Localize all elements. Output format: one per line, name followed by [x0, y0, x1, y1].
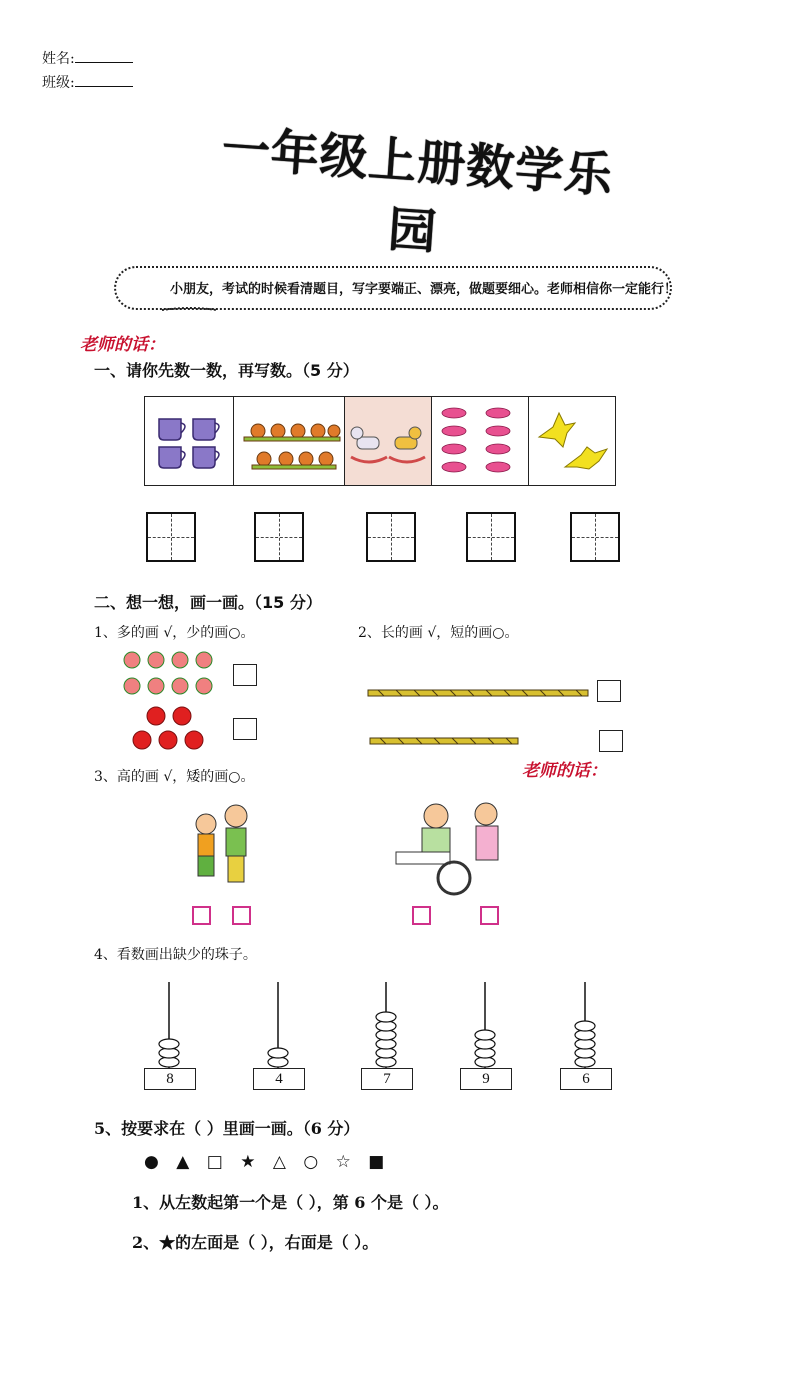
class-label: 班级: — [42, 75, 75, 91]
q5-2-text: 2、★的左面是（ ），右面是（ ）。 — [132, 1233, 379, 1252]
abacus-base-1: 8 — [144, 1068, 196, 1090]
abacus-bead — [159, 1039, 179, 1049]
two-boys-image — [186, 800, 260, 888]
cups-cell — [145, 397, 234, 485]
teacher-label-1: 老师的话： — [80, 335, 165, 355]
standing-girl-answer-box[interactable] — [480, 906, 499, 925]
birds-cell — [529, 397, 617, 485]
fish-image — [432, 397, 528, 485]
answer-box-3[interactable] — [366, 512, 416, 562]
fish-cell — [432, 397, 529, 485]
answer-box-4[interactable] — [466, 512, 516, 562]
name-field[interactable] — [42, 48, 133, 68]
abacus-base-4: 9 — [460, 1068, 512, 1090]
snails-cell — [234, 397, 345, 485]
abacus-bead — [475, 1030, 495, 1040]
abacus-base-3: 7 — [361, 1068, 413, 1090]
rocking-horses-image — [345, 397, 431, 485]
shape-8: ■ — [368, 1152, 385, 1172]
shape-5: △ — [272, 1152, 286, 1172]
section2-title: 二、想一想，画一画。（15 分） — [94, 593, 322, 612]
shape-3: □ — [206, 1152, 223, 1172]
q1-text: 1、多的画 √，少的画○。 — [94, 625, 255, 641]
short-boy-answer-box[interactable] — [192, 906, 211, 925]
snails-image — [234, 397, 344, 485]
answer-box-2[interactable] — [254, 512, 304, 562]
shape-4: ★ — [240, 1152, 256, 1172]
teacher-label-2: 老师的话： — [522, 761, 607, 781]
sitting-kid-answer-box[interactable] — [412, 906, 431, 925]
name-label: 姓名: — [42, 51, 75, 67]
section1-title: 一、请你先数一数，再写数。（5 分） — [94, 361, 359, 380]
shape-2: ▲ — [176, 1152, 190, 1172]
page-title: 一年级上册数学乐园 — [220, 120, 616, 261]
abacus-bead — [376, 1012, 396, 1022]
shapes-row — [144, 1152, 396, 1172]
birds-image — [529, 397, 617, 485]
wheelchair-kids-image — [392, 796, 516, 900]
abacus-bead — [268, 1048, 288, 1058]
notice-text: 小朋友，考试的时候看清题目，写字要端正、漂亮，做题要细心。老师相信你一定能行！ — [170, 282, 678, 297]
answer-box-1[interactable] — [146, 512, 196, 562]
name-blank[interactable] — [75, 50, 133, 63]
class-blank[interactable] — [75, 74, 133, 87]
q5-1-text: 1、从左数起第一个是（ ），第 6 个是（ ）。 — [132, 1193, 449, 1212]
abacus-group — [140, 980, 630, 1072]
q2-text: 2、长的画 √，短的画○。 — [358, 625, 519, 641]
answer-box-5[interactable] — [570, 512, 620, 562]
cups-image — [145, 397, 233, 485]
apples-answer-box[interactable] — [233, 718, 257, 740]
long-rope-answer-box[interactable] — [597, 680, 621, 702]
abacus-base-2: 4 — [253, 1068, 305, 1090]
counting-images-row — [144, 396, 616, 486]
q4-text: 4、看数画出缺少的珠子。 — [94, 947, 257, 963]
notice-tail — [160, 304, 220, 314]
shape-7: ☆ — [335, 1152, 351, 1172]
peaches-answer-box[interactable] — [233, 664, 257, 686]
abacus-base-5: 6 — [560, 1068, 612, 1090]
abacus-bead — [575, 1021, 595, 1031]
class-field[interactable] — [42, 72, 133, 92]
short-rope-answer-box[interactable] — [599, 730, 623, 752]
ropes-image — [366, 684, 592, 748]
shape-1: ● — [144, 1152, 159, 1172]
q3-text: 3、高的画 √，矮的画○。 — [94, 769, 255, 785]
shape-6: ○ — [303, 1152, 319, 1172]
horses-cell — [345, 397, 432, 485]
q5-text: 5、按要求在（ ）里画一画。（6 分） — [94, 1119, 360, 1138]
tall-boy-answer-box[interactable] — [232, 906, 251, 925]
peaches-apples-image — [120, 644, 220, 752]
